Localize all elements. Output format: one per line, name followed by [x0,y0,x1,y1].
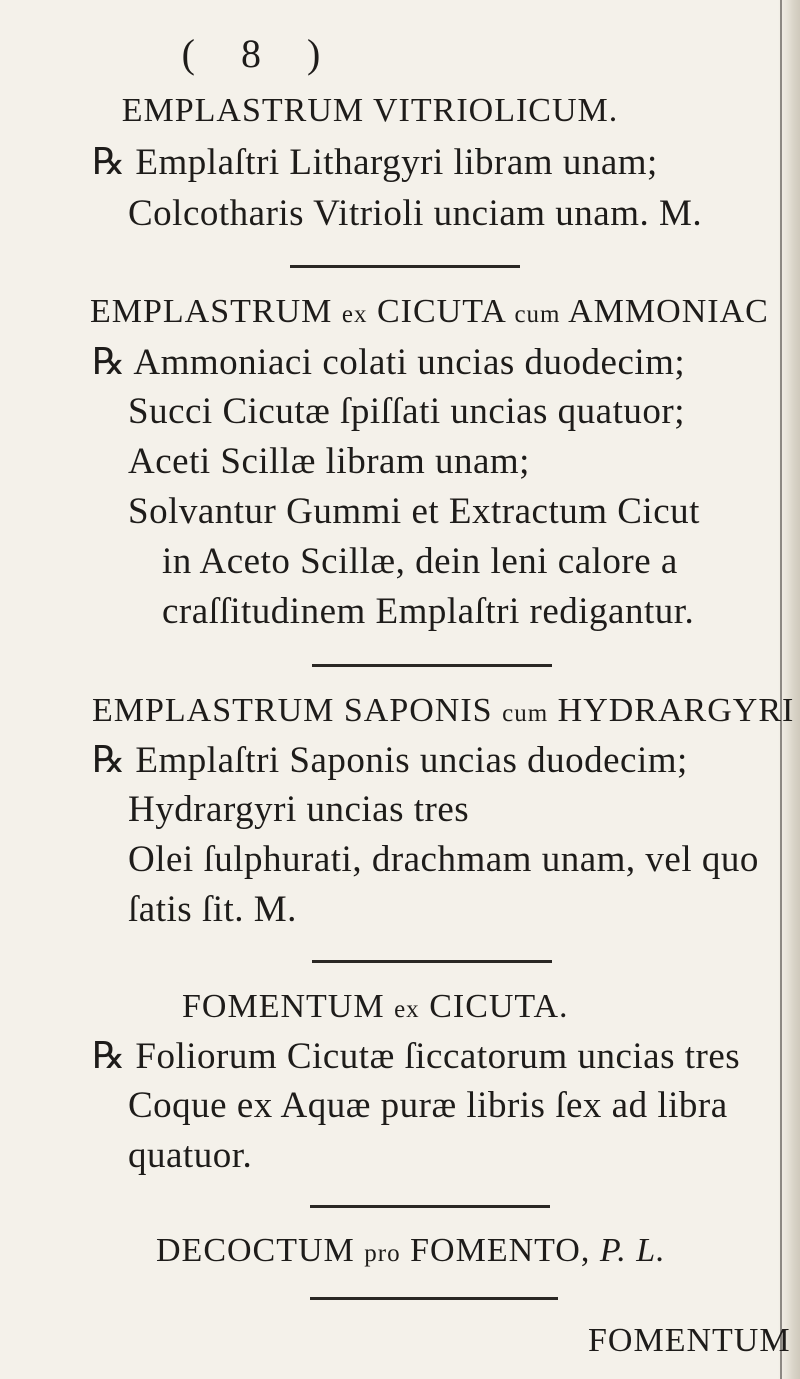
binding-shadow [780,0,782,1379]
recipe-line: in Aceto Scillæ, dein leni calore a [162,541,678,582]
title-word: P. L. [599,1232,666,1269]
section-divider [310,1297,558,1300]
title-word: cum [514,301,561,328]
recipe-line: ℞ Ammoniaci colati uncias duodecim; [92,342,686,383]
recipe-line: ℞ Emplaſtri Lithargyri libram unam; [92,142,658,183]
title-word: ex [341,301,368,328]
catchword: FOMENTUM [588,1322,791,1359]
recipe-line: ℞ Emplaſtri Saponis uncias duodecim; [92,740,688,781]
title-word: EMPLASTRUM SAPONIS [92,692,493,729]
recipe-line: Aceti Scillæ libram unam; [128,441,530,482]
recipe-line: craſſitudinem Emplaſtri redigantur. [162,591,695,632]
recipe-line: Hydrargyri uncias tres [128,789,470,830]
page-number: ( 8 ) [181,31,339,76]
title-word: HYDRARGYRI [557,692,795,729]
section-divider [290,265,520,268]
title-word: DECOCTUM [156,1232,355,1269]
section-divider [310,1205,550,1208]
title-word: CICUTA [376,293,505,330]
title-word: CICUTA. [429,988,569,1025]
recipe-line: Colcotharis Vitrioli unciam unam. M. [128,193,703,234]
title-word: AMMONIAC [568,293,769,330]
recipe-line: Succi Cicutæ ſpiſſati uncias quatuor; [128,391,685,432]
title-word: ex [394,996,420,1023]
title-word: cum [502,700,549,727]
recipe-line: ſatis ſit. M. [128,889,297,930]
recipe-line: Olei ſulphurati, drachmam unam, vel quo [128,839,759,880]
section-title-cicuta-ammoniac [0,293,800,331]
section-title-saponis [0,692,800,730]
title-word: EMPLASTRUM [90,293,333,330]
section-title-vitriolicum: EMPLASTRUM VITRIOLICUM. [121,92,619,129]
title-word: FOMENTO, [410,1232,591,1269]
section-divider [312,960,552,963]
recipe-line: Solvantur Gummi et Extractum Cicut [128,491,700,532]
title-word: pro [364,1240,401,1267]
recipe-line: ℞ Foliorum Cicutæ ſiccatorum uncias tres [92,1036,741,1077]
section-divider [312,664,552,667]
recipe-line: quatuor. [128,1135,253,1176]
title-word: FOMENTUM [182,988,385,1025]
recipe-line: Coque ex Aquæ puræ libris ſex ad libra [128,1085,728,1126]
section-title-fomentum [0,988,800,1026]
section-title-decoctum [0,1232,800,1270]
